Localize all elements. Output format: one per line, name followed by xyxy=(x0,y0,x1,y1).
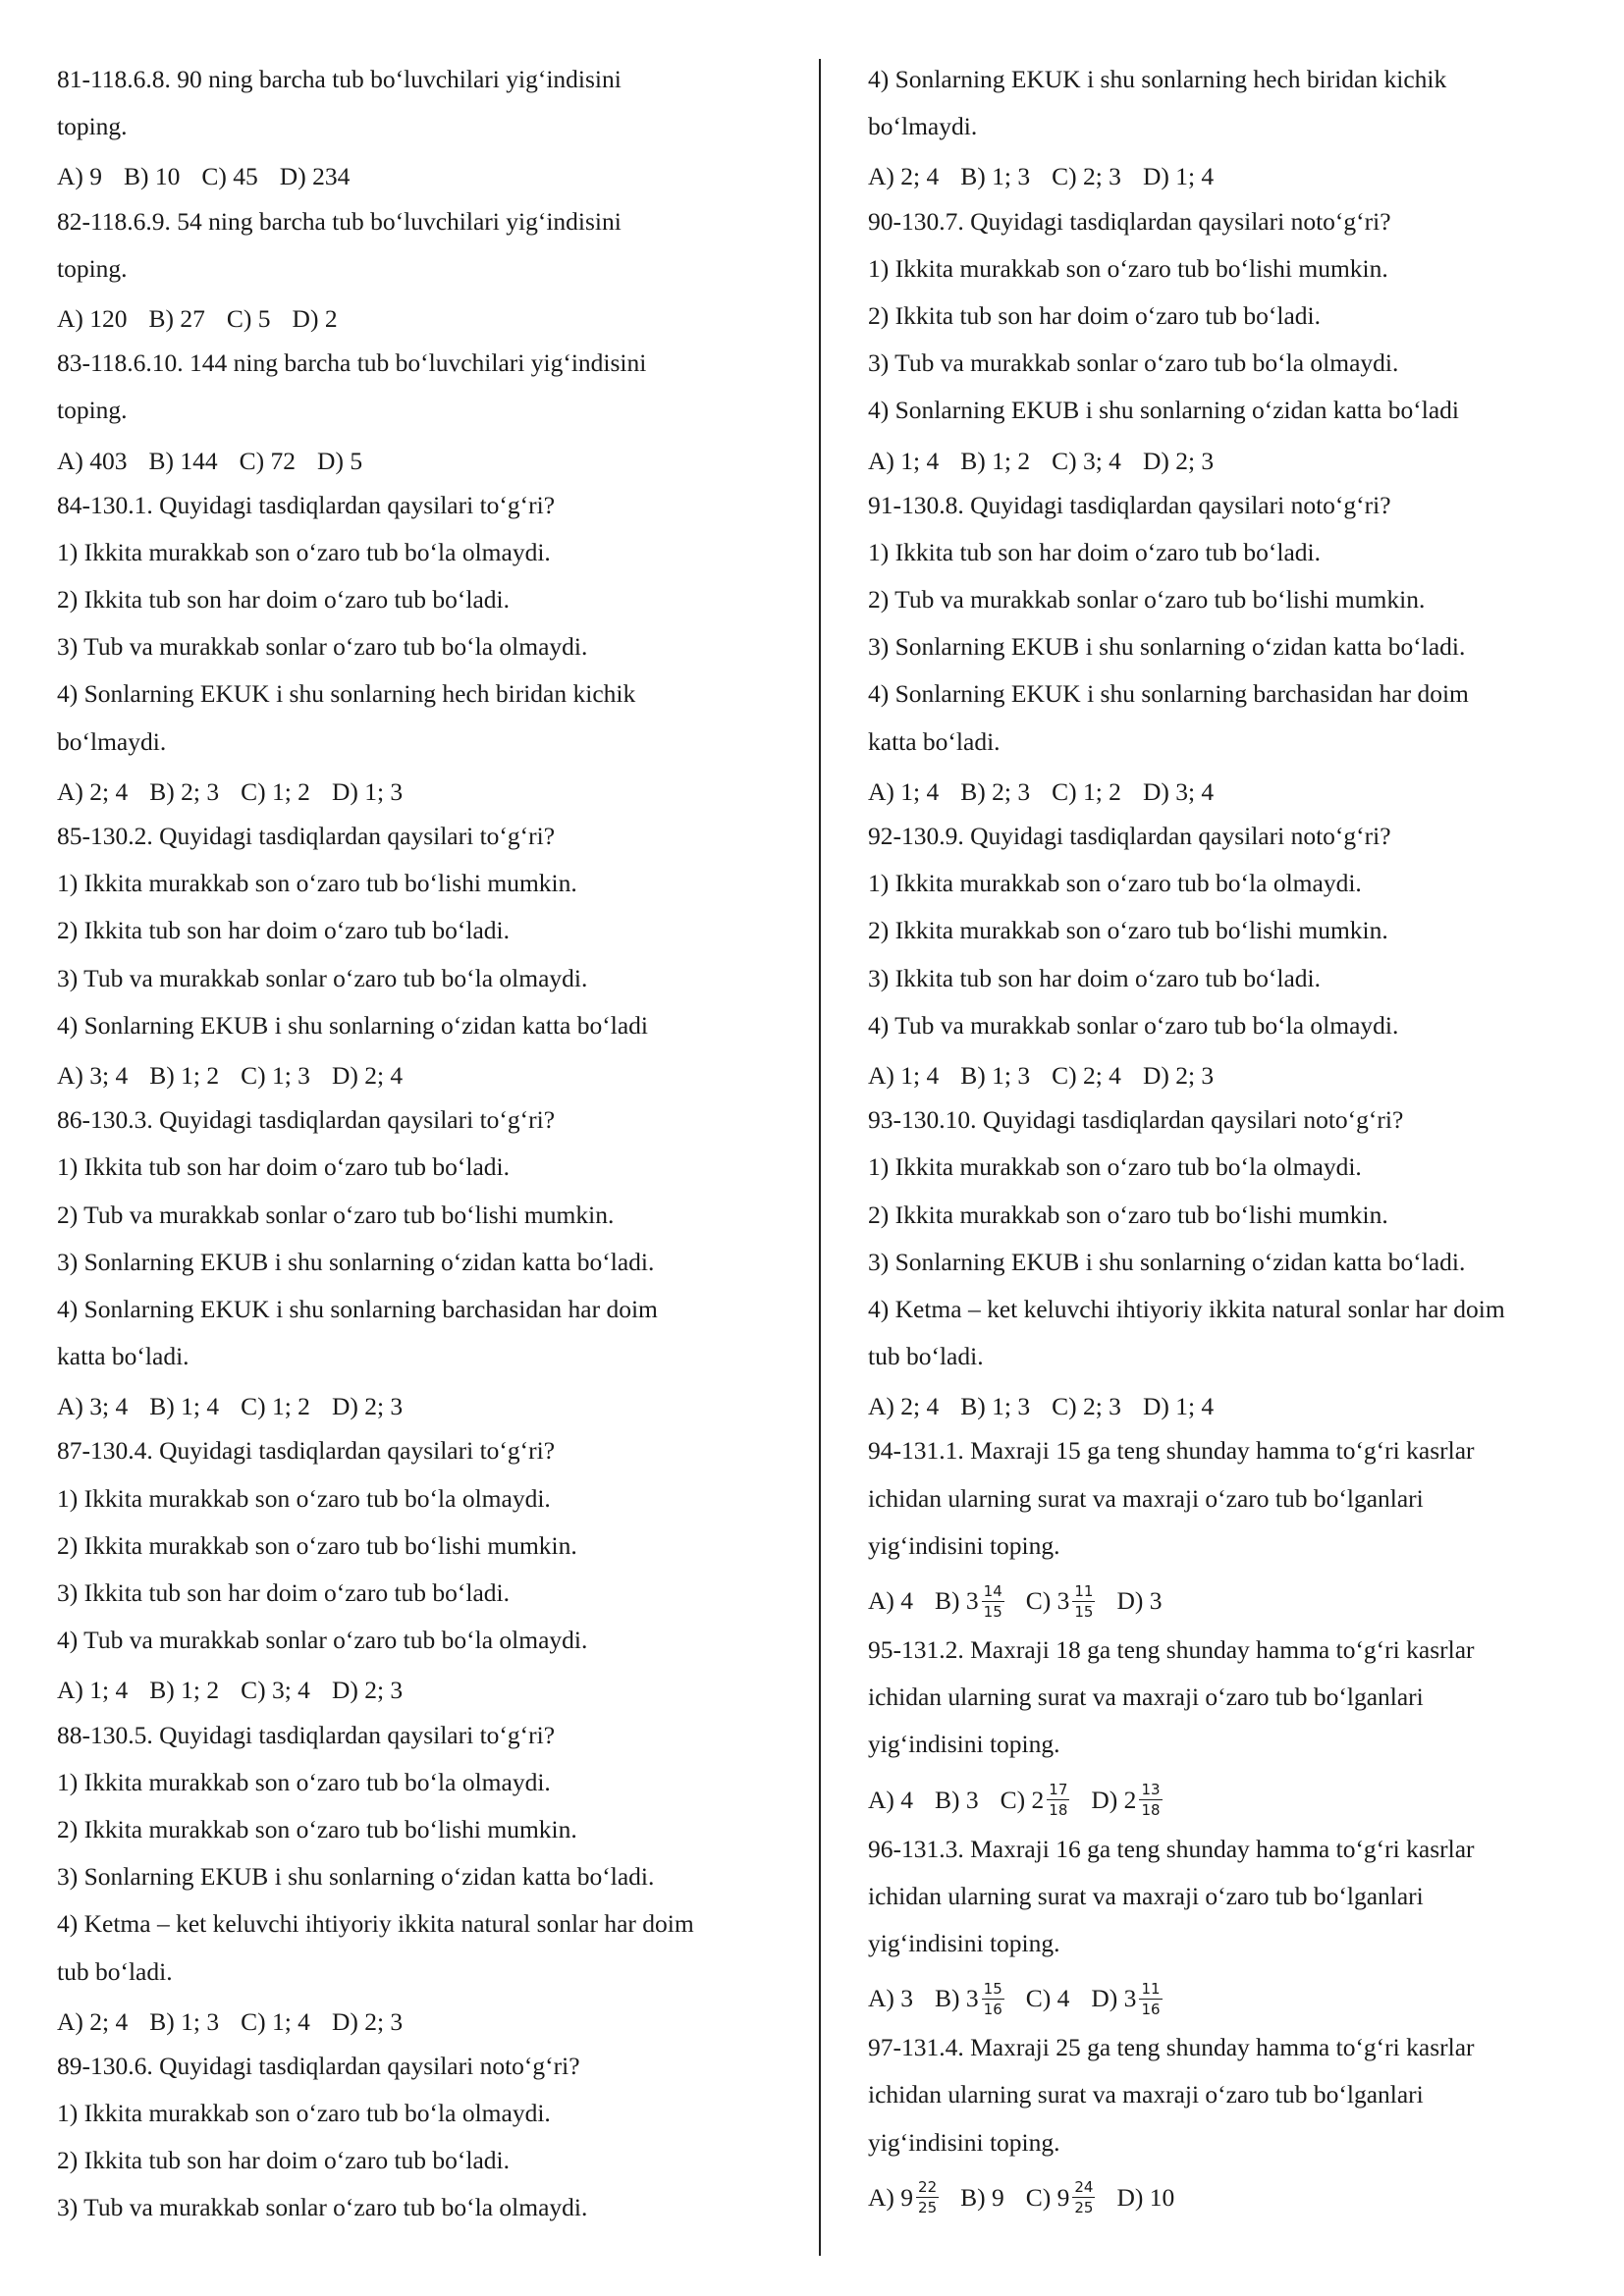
answer-option-text: C) 3 xyxy=(1025,1586,1070,1616)
answer-option xyxy=(868,2167,939,2226)
text-line: 1) Ikkita murakkab son o‘zaro tub bo‘la olmaydi. xyxy=(57,2099,551,2128)
answer-option xyxy=(317,436,362,485)
answer-options xyxy=(868,435,1580,482)
fraction xyxy=(916,2178,939,2216)
answer-option xyxy=(241,1997,310,2046)
answer-options xyxy=(868,150,1580,197)
answer-option xyxy=(960,436,1030,485)
answer-option-text: B) 1; 3 xyxy=(149,2006,220,2036)
answer-option xyxy=(149,767,219,816)
answer-options xyxy=(57,766,788,813)
answer-options xyxy=(57,1049,788,1096)
answer-option-text: A) 2; 4 xyxy=(57,776,129,806)
text-line: 2) Ikkita murakkab son o‘zaro tub bo‘lishi mumkin. xyxy=(57,1530,577,1560)
answer-option-text: A) 9 xyxy=(57,162,103,191)
text-line: 89-130.6. Quyidagi tasdiqlardan qaysilari noto‘g‘ri? xyxy=(57,2051,580,2080)
text-line: 2) Ikkita tub son har doim o‘zaro tub bo‘ladi. xyxy=(57,916,511,945)
text-line: 95-131.2. Maxraji 18 ga teng shunday hamma to‘g‘ri kasrlar xyxy=(868,1635,1475,1664)
text-line: 90-130.7. Quyidagi tasdiqlardan qaysilari noto‘g‘ri? xyxy=(868,206,1391,236)
text-line: ichidan ularning surat va maxraji o‘zaro tub bo‘lganlari xyxy=(868,1682,1424,1712)
answer-option-text: C) 5 xyxy=(226,303,271,333)
answer-option-text: D) 2; 3 xyxy=(331,1676,404,1705)
text-line: 4) Sonlarning EKUK i shu sonlarning hech biridan kichik xyxy=(868,65,1447,93)
text-line: ichidan ularning surat va maxraji o‘zaro tub bo‘lganlari xyxy=(868,2080,1424,2109)
answer-option xyxy=(868,1050,939,1099)
answer-option xyxy=(935,1571,1004,1629)
text-line: yig‘indisini toping. xyxy=(868,1530,1060,1560)
fraction xyxy=(982,1582,1004,1621)
text-line: 3) Sonlarning EKUB i shu sonlarning o‘zidan katta bo‘ladi. xyxy=(57,1247,655,1276)
answer-option-text: C) 3; 4 xyxy=(1052,446,1121,475)
answer-option-text: A) 1; 4 xyxy=(868,1060,940,1090)
fraction xyxy=(1072,1582,1095,1621)
answer-option-text: A) 3; 4 xyxy=(57,1392,129,1421)
answer-option xyxy=(149,294,205,343)
answer-option-text: C) 9 xyxy=(1025,2182,1070,2212)
text-line: 4) Sonlarning EKUB i shu sonlarning o‘zidan katta bo‘ladi xyxy=(57,1010,648,1040)
answer-option-text: B) 3 xyxy=(935,1984,979,2013)
answer-option xyxy=(868,1770,913,1829)
text-line: ichidan ularning surat va maxraji o‘zaro tub bo‘lganlari xyxy=(868,1881,1424,1910)
answer-option-text: D) 1; 4 xyxy=(1142,1392,1215,1421)
answer-option-text: A) 4 xyxy=(868,1785,914,1814)
answer-option xyxy=(149,1381,219,1430)
answer-option xyxy=(1091,1770,1162,1829)
text-line: toping. xyxy=(57,253,128,283)
answer-options xyxy=(868,766,1580,813)
answer-option-text: D) 2; 3 xyxy=(331,1392,404,1421)
text-line: 86-130.3. Quyidagi tasdiqlardan qaysilari to‘g‘ri? xyxy=(57,1105,556,1135)
text-line: 3) Ikkita tub son har doim o‘zaro tub bo‘ladi. xyxy=(57,1578,511,1607)
answer-option-text: A) 120 xyxy=(57,303,128,333)
answer-option-text: B) 1; 3 xyxy=(960,1392,1031,1421)
text-line: 4) Tub va murakkab sonlar o‘zaro tub bo‘la olmaydi. xyxy=(868,1010,1399,1040)
answer-option-text: D) 3 xyxy=(1116,1586,1163,1616)
text-line: bo‘lmaydi. xyxy=(57,726,167,756)
answer-option xyxy=(241,767,310,816)
fraction-numerator: 11 xyxy=(1141,1979,1161,1998)
answer-option xyxy=(332,1381,403,1430)
answer-option xyxy=(293,294,338,343)
answer-option xyxy=(1052,151,1121,200)
text-line: 3) Ikkita tub son har doim o‘zaro tub bo‘ladi. xyxy=(868,963,1322,992)
fraction xyxy=(1047,1781,1069,1819)
answer-option xyxy=(241,1665,310,1714)
text-line: 2) Tub va murakkab sonlar o‘zaro tub bo‘lishi mumkin. xyxy=(868,585,1426,614)
answer-option-text: D) 2; 3 xyxy=(1142,1060,1215,1090)
answer-option-text: B) 2; 3 xyxy=(960,776,1031,806)
text-line: 3) Tub va murakkab sonlar o‘zaro tub bo‘la olmaydi. xyxy=(57,963,588,992)
answer-option-text: C) 1; 2 xyxy=(241,1392,310,1421)
answer-option-text: B) 1; 2 xyxy=(960,446,1031,475)
answer-option xyxy=(960,151,1030,200)
fraction-denominator: 25 xyxy=(918,2199,938,2217)
answer-options xyxy=(868,1769,1580,1826)
right-column xyxy=(868,56,1580,2223)
text-line: bo‘lmaydi. xyxy=(868,112,978,141)
text-line: tub bo‘ladi. xyxy=(57,1956,173,1986)
fraction-denominator: 15 xyxy=(983,1602,1002,1621)
fraction-numerator: 22 xyxy=(918,2178,938,2197)
answer-option-text: C) 1; 2 xyxy=(1052,776,1121,806)
answer-option-text: A) 1; 4 xyxy=(868,776,940,806)
text-line: katta bo‘ladi. xyxy=(868,726,1001,756)
answer-option-text: D) 3; 4 xyxy=(1142,776,1215,806)
answer-option xyxy=(935,1968,1004,2027)
fraction-denominator: 18 xyxy=(1049,1801,1068,1820)
answer-option xyxy=(1052,436,1121,485)
answer-option xyxy=(960,767,1030,816)
answer-option xyxy=(227,294,271,343)
text-line: 4) Sonlarning EKUK i shu sonlarning hech biridan kichik xyxy=(57,679,636,709)
answer-option-text: A) 3 xyxy=(868,1984,914,2013)
text-line: 3) Sonlarning EKUB i shu sonlarning o‘zidan katta bo‘ladi. xyxy=(868,1247,1466,1276)
text-line: 94-131.1. Maxraji 15 ga teng shunday hamma to‘g‘ri kasrlar xyxy=(868,1436,1475,1466)
text-line: 3) Sonlarning EKUB i shu sonlarning o‘zidan katta bo‘ladi. xyxy=(57,1862,655,1892)
text-line: yig‘indisini toping. xyxy=(868,1730,1060,1759)
text-line: 1) Ikkita murakkab son o‘zaro tub bo‘la olmaydi. xyxy=(57,1767,551,1796)
fraction-numerator: 13 xyxy=(1141,1781,1161,1799)
text-line: 82-118.6.9. 54 ning barcha tub bo‘luvchilari yig‘indisini xyxy=(57,206,622,236)
answer-option-text: C) 4 xyxy=(1025,1984,1070,2013)
answer-option-text: B) 144 xyxy=(148,446,218,475)
fraction-numerator: 11 xyxy=(1074,1581,1094,1600)
answer-option-text: B) 3 xyxy=(935,1785,979,1814)
answer-option-text: D) 2; 3 xyxy=(331,2006,404,2036)
answer-option xyxy=(240,436,296,485)
text-line: 2) Ikkita murakkab son o‘zaro tub bo‘lishi mumkin. xyxy=(868,916,1388,945)
answer-option xyxy=(1001,1770,1070,1829)
answer-option xyxy=(332,1050,403,1099)
answer-option-text: C) 1; 4 xyxy=(241,2006,310,2036)
answer-options xyxy=(868,1049,1580,1096)
answer-options xyxy=(57,1996,788,2043)
answer-options xyxy=(57,150,788,197)
column-divider xyxy=(819,59,821,2256)
fraction xyxy=(1072,2178,1095,2216)
answer-option-text: C) 2; 3 xyxy=(1052,162,1121,191)
text-line: 1) Ikkita murakkab son o‘zaro tub bo‘lishi mumkin. xyxy=(868,253,1388,283)
text-line: toping. xyxy=(57,396,128,425)
answer-option-text: A) 2; 4 xyxy=(868,1392,940,1421)
answer-option xyxy=(149,436,218,485)
fraction-numerator: 24 xyxy=(1074,2178,1094,2197)
answer-option xyxy=(280,151,351,200)
answer-option xyxy=(868,1571,913,1629)
answer-options xyxy=(57,435,788,482)
text-line: 4) Ketma – ket keluvchi ihtiyoriy ikkita natural sonlar har doim xyxy=(868,1294,1505,1323)
answer-option xyxy=(332,1665,403,1714)
text-line: 88-130.5. Quyidagi tasdiqlardan qaysilari to‘g‘ri? xyxy=(57,1720,556,1749)
answer-option-text: D) 3 xyxy=(1091,1984,1137,2013)
answer-option-text: B) 1; 3 xyxy=(960,162,1031,191)
fraction-denominator: 15 xyxy=(1074,1602,1094,1621)
answer-option xyxy=(57,436,128,485)
answer-option xyxy=(1052,767,1121,816)
answer-options xyxy=(57,293,788,340)
answer-option-text: C) 45 xyxy=(201,162,258,191)
text-line: 2) Ikkita murakkab son o‘zaro tub bo‘lishi mumkin. xyxy=(868,1200,1388,1229)
text-line: 2) Tub va murakkab sonlar o‘zaro tub bo‘lishi mumkin. xyxy=(57,1200,615,1229)
answer-option-text: D) 1; 3 xyxy=(331,776,404,806)
answer-option-text: A) 3; 4 xyxy=(57,1060,129,1090)
text-line: 1) Ikkita tub son har doim o‘zaro tub bo‘ladi. xyxy=(868,537,1322,566)
answer-option xyxy=(1026,1968,1070,2027)
answer-option xyxy=(1052,1050,1121,1099)
text-line: 1) Ikkita murakkab son o‘zaro tub bo‘la olmaydi. xyxy=(868,1152,1362,1182)
text-line: 91-130.8. Quyidagi tasdiqlardan qaysilari noto‘g‘ri? xyxy=(868,490,1391,519)
text-line: 3) Tub va murakkab sonlar o‘zaro tub bo‘la olmaydi. xyxy=(57,632,588,662)
answer-option xyxy=(1091,1968,1162,2027)
text-line: 81-118.6.8. 90 ning barcha tub bo‘luvchilari yig‘indisini xyxy=(57,65,622,93)
answer-option-text: D) 234 xyxy=(279,162,351,191)
answer-option xyxy=(868,1381,939,1430)
text-line: 83-118.6.10. 144 ning barcha tub bo‘luvchilari yig‘indisini xyxy=(57,348,647,378)
answer-option-text: B) 3 xyxy=(935,1586,979,1616)
text-line: 3) Tub va murakkab sonlar o‘zaro tub bo‘la olmaydi. xyxy=(868,348,1399,378)
answer-option xyxy=(57,1997,128,2046)
answer-option-text: B) 10 xyxy=(124,162,181,191)
answer-option-text: C) 72 xyxy=(239,446,297,475)
answer-option xyxy=(868,436,939,485)
answer-option-text: A) 1; 4 xyxy=(57,1676,129,1705)
text-line: 87-130.4. Quyidagi tasdiqlardan qaysilari to‘g‘ri? xyxy=(57,1436,556,1466)
answer-option-text: D) 1; 4 xyxy=(1142,162,1215,191)
answer-option-text: A) 2; 4 xyxy=(57,2006,129,2036)
fraction-denominator: 18 xyxy=(1141,1801,1161,1820)
answer-option xyxy=(868,151,939,200)
answer-options xyxy=(868,1967,1580,2024)
text-line: 3) Tub va murakkab sonlar o‘zaro tub bo‘la olmaydi. xyxy=(57,2193,588,2222)
answer-option xyxy=(241,1050,310,1099)
answer-option xyxy=(1026,1571,1096,1629)
answer-option xyxy=(1052,1381,1121,1430)
answer-option xyxy=(124,151,180,200)
text-line: 2) Ikkita tub son har doim o‘zaro tub bo‘ladi. xyxy=(57,2146,511,2175)
answer-option-text: A) 2; 4 xyxy=(868,162,940,191)
answer-option xyxy=(57,767,128,816)
answer-option xyxy=(1026,2167,1096,2226)
text-line: yig‘indisini toping. xyxy=(868,1928,1060,1957)
answer-option xyxy=(1143,1050,1214,1099)
answer-option-text: C) 2; 3 xyxy=(1052,1392,1121,1421)
text-line: ichidan ularning surat va maxraji o‘zaro tub bo‘lganlari xyxy=(868,1483,1424,1513)
answer-option-text: B) 1; 3 xyxy=(960,1060,1031,1090)
answer-option-text: A) 9 xyxy=(868,2182,914,2212)
answer-option xyxy=(201,151,257,200)
answer-option xyxy=(1116,2167,1174,2226)
answer-option-text: B) 1; 4 xyxy=(149,1392,220,1421)
answer-option xyxy=(149,1665,219,1714)
answer-option xyxy=(57,1381,128,1430)
text-line: 2) Ikkita tub son har doim o‘zaro tub bo‘ladi. xyxy=(57,585,511,614)
fraction xyxy=(1139,1781,1162,1819)
text-line: 1) Ikkita murakkab son o‘zaro tub bo‘la olmaydi. xyxy=(868,869,1362,898)
answer-option-text: A) 4 xyxy=(868,1586,914,1616)
text-line: 97-131.4. Maxraji 25 ga teng shunday hamma to‘g‘ri kasrlar xyxy=(868,2033,1475,2062)
answer-options xyxy=(57,1380,788,1427)
text-line: 93-130.10. Quyidagi tasdiqlardan qaysilari noto‘g‘ri? xyxy=(868,1105,1404,1135)
answer-option xyxy=(960,2167,1004,2226)
fraction xyxy=(982,1980,1004,2018)
answer-option xyxy=(1143,1381,1214,1430)
answer-option xyxy=(241,1381,310,1430)
answer-option xyxy=(332,1997,403,2046)
text-line: 4) Tub va murakkab sonlar o‘zaro tub bo‘la olmaydi. xyxy=(57,1626,588,1655)
fraction xyxy=(1139,1980,1162,2018)
answer-option-text: D) 10 xyxy=(1116,2182,1175,2212)
answer-option xyxy=(57,1665,128,1714)
answer-option-text: B) 1; 2 xyxy=(149,1060,220,1090)
text-line: 1) Ikkita murakkab son o‘zaro tub bo‘la olmaydi. xyxy=(57,1483,551,1513)
text-line: 85-130.2. Quyidagi tasdiqlardan qaysilari to‘g‘ri? xyxy=(57,822,556,850)
answer-option-text: B) 2; 3 xyxy=(149,776,220,806)
fraction-numerator: 14 xyxy=(983,1581,1002,1600)
answer-option xyxy=(935,1770,979,1829)
answer-option xyxy=(868,767,939,816)
fraction-denominator: 25 xyxy=(1074,2199,1094,2217)
answer-option-text: C) 2; 4 xyxy=(1052,1060,1121,1090)
fraction-denominator: 16 xyxy=(1141,2000,1161,2018)
answer-options xyxy=(868,2166,1580,2223)
answer-option-text: B) 9 xyxy=(960,2182,1004,2212)
answer-options xyxy=(868,1570,1580,1627)
answer-option-text: B) 1; 2 xyxy=(149,1676,220,1705)
answer-option-text: D) 5 xyxy=(317,446,363,475)
text-line: yig‘indisini toping. xyxy=(868,2127,1060,2157)
answer-option-text: D) 2 xyxy=(292,303,338,333)
fraction-denominator: 16 xyxy=(983,2000,1002,2018)
answer-option xyxy=(1143,436,1214,485)
answer-option xyxy=(1116,1571,1162,1629)
text-line: toping. xyxy=(57,112,128,141)
text-line: 2) Ikkita murakkab son o‘zaro tub bo‘lishi mumkin. xyxy=(57,1814,577,1843)
answer-option xyxy=(1143,151,1214,200)
answer-option-text: D) 2 xyxy=(1091,1785,1137,1814)
answer-option xyxy=(149,1050,219,1099)
answer-option-text: C) 1; 3 xyxy=(241,1060,310,1090)
answer-option xyxy=(57,151,102,200)
answer-option xyxy=(57,1050,128,1099)
text-line: 4) Sonlarning EKUB i shu sonlarning o‘zidan katta bo‘ladi xyxy=(868,396,1459,425)
answer-options xyxy=(868,1380,1580,1427)
fraction-numerator: 17 xyxy=(1049,1781,1068,1799)
text-line: 84-130.1. Quyidagi tasdiqlardan qaysilari to‘g‘ri? xyxy=(57,490,556,519)
text-line: 4) Sonlarning EKUK i shu sonlarning barchasidan har doim xyxy=(57,1294,658,1323)
text-line: 96-131.3. Maxraji 16 ga teng shunday hamma to‘g‘ri kasrlar xyxy=(868,1834,1475,1863)
text-line: 2) Ikkita tub son har doim o‘zaro tub bo‘ladi. xyxy=(868,300,1322,330)
answer-option-text: A) 403 xyxy=(57,446,128,475)
answer-option xyxy=(1143,767,1214,816)
text-line: 1) Ikkita murakkab son o‘zaro tub bo‘lishi mumkin. xyxy=(57,869,577,898)
answer-option xyxy=(332,767,403,816)
answer-option-text: B) 27 xyxy=(148,303,205,333)
fraction-numerator: 15 xyxy=(983,1979,1002,1998)
answer-option-text: C) 3; 4 xyxy=(241,1676,310,1705)
answer-option-text: D) 2; 3 xyxy=(1142,446,1215,475)
text-line: katta bo‘ladi. xyxy=(57,1342,189,1371)
answer-option xyxy=(960,1381,1030,1430)
answer-option-text: A) 1; 4 xyxy=(868,446,940,475)
answer-option xyxy=(57,294,128,343)
text-line: 4) Ketma – ket keluvchi ihtiyoriy ikkita natural sonlar har doim xyxy=(57,1909,694,1939)
text-line: 3) Sonlarning EKUB i shu sonlarning o‘zidan katta bo‘ladi. xyxy=(868,632,1466,662)
answer-option xyxy=(149,1997,219,2046)
text-line: 4) Sonlarning EKUK i shu sonlarning barchasidan har doim xyxy=(868,679,1469,709)
answer-option-text: D) 2; 4 xyxy=(331,1060,404,1090)
answer-option xyxy=(960,1050,1030,1099)
answer-option-text: C) 2 xyxy=(1000,1785,1045,1814)
text-line: 92-130.9. Quyidagi tasdiqlardan qaysilari noto‘g‘ri? xyxy=(868,822,1391,850)
answer-options xyxy=(57,1664,788,1711)
left-column xyxy=(57,56,788,2232)
text-line: tub bo‘ladi. xyxy=(868,1342,984,1371)
answer-option xyxy=(868,1968,913,2027)
text-line: 1) Ikkita murakkab son o‘zaro tub bo‘la olmaydi. xyxy=(57,537,551,566)
answer-option-text: C) 1; 2 xyxy=(241,776,310,806)
text-line: 1) Ikkita tub son har doim o‘zaro tub bo‘ladi. xyxy=(57,1152,511,1182)
